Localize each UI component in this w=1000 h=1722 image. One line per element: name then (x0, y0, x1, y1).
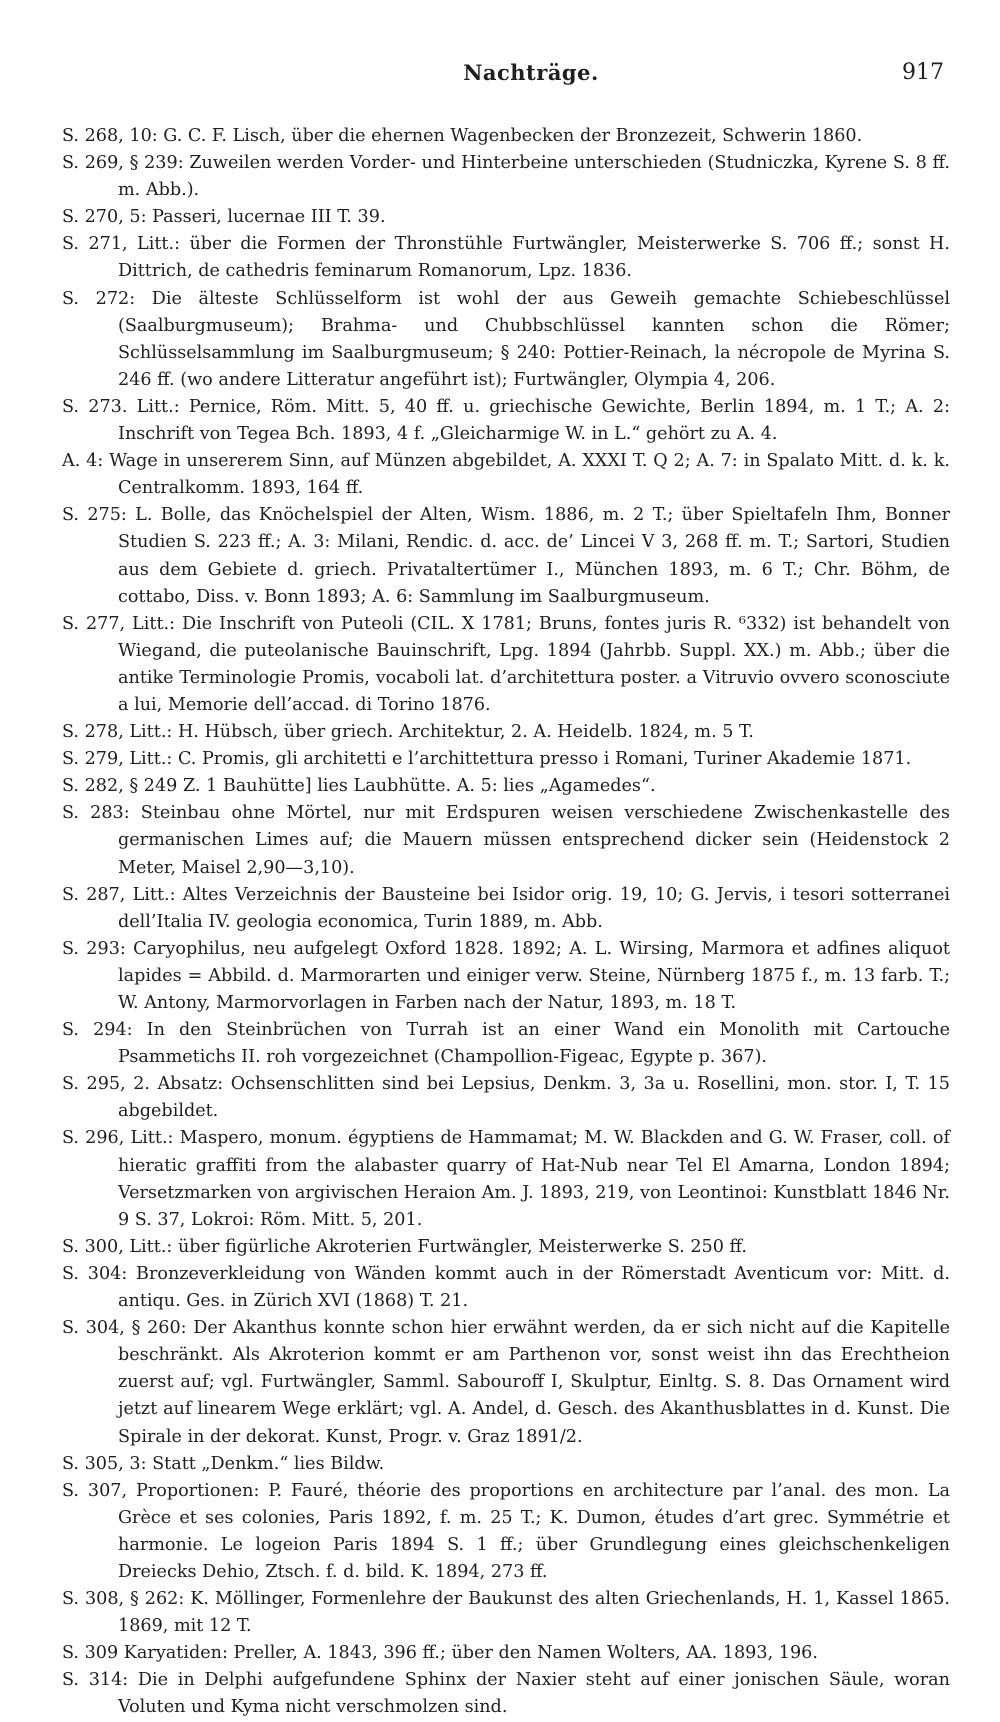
addenda-entry: S. 295, 2. Absatz: Ochsenschlitten sind bei Lepsius, Denkm. 3, 3a u. Rosellini, mon. stor. I, T. 15 abgebildet. (62, 1074, 950, 1122)
addenda-entry: S. 273. Litt.: Pernice, Röm. Mitt. 5, 40 ff. u. griechische Gewichte, Berlin 1894, m. 1 T.; A. 2: Inschrift von Tegea Bch. 1893, 4 f. „Gleicharmige W. in L.“ gehört zu A. 4. (62, 396, 950, 445)
addenda-entry: S. 269, § 239: Zuweilen werden Vorder- und Hinterbeine unterschieden (Studniczka, Kyrene S. 8 ff. m. Abb.). (62, 153, 950, 201)
addenda-entry: S. 300, Litt.: über figürliche Akroterien Furtwängler, Meisterwerke S. 250 ff. (62, 1236, 747, 1257)
addenda-entry: S. 305, 3: Statt „Denkm.“ lies Bildw. (62, 1453, 385, 1474)
addenda-entry: S. 309 Karyatiden: Preller, A. 1843, 396 ff.; über den Namen Wolters, AA. 1893, 196. (62, 1643, 818, 1664)
addenda-entry: S. 282, § 249 Z. 1 Bauhütte] lies Laubhütte. A. 5: lies „Agamedes“. (62, 776, 656, 797)
addenda-entry: S. 308, § 262: K. Möllinger, Formenlehre der Baukunst des alten Griechenlands, H. 1, Kassel 1865. 1869, mit 12 T. (62, 1589, 950, 1637)
addenda-entry: S. 307, Proportionen: P. Fauré, théorie des proportions en architecture par l’anal. des mon. La Grèce et ses colonies, Paris 1892, f. m. 25 T.; K. Dumon, études d’art grec. Symmétrie et harmonie. Le logeion Paris 1894 S. 1 ff.; über Grundlegung eines gleichschenkeligen Dreiecks Dehio, Ztsch. f. d. bild. K. 1894, 273 ff. (62, 1480, 950, 1582)
addenda-entry: S. 283: Steinbau ohne Mörtel, nur mit Erdspuren weisen verschiedene Zwischenkastelle des germanischen Limes auf; die Mauern müssen entsprechend dicker sein (Heidenstock 2 Meter, Maisel 2,90—3,10). (62, 803, 950, 878)
addenda-entry: S. 294: In den Steinbrüchen von Turrah ist an einer Wand ein Monolith mit Cartouche Psammetichs II. roh vorgezeichnet (Champollion-Figeac, Egypte p. 367). (62, 1020, 950, 1068)
addenda-entry: S. 287, Litt.: Altes Verzeichnis der Bausteine bei Isidor orig. 19, 10; G. Jervis, i tesori sotterranei dell’Italia IV. geologia economica, Turin 1889, m. Abb. (62, 884, 950, 932)
addenda-entry: S. 296, Litt.: Maspero, monum. égyptiens de Hammamat; M. W. Blackden and G. W. Fraser, coll. of hieratic graffiti from the alabaster quarry of Hat-Nub near Tel El Amarna, London 1894; Versetzmarken von argivischen Heraion Am. J. 1893, 219, von Leontinoi: Kunstblatt 1846 Nr. 9 S. 37, Lokroi: Röm. Mitt. 5, 201. (62, 1128, 950, 1230)
addenda-entry: S. 275: L. Bolle, das Knöchelspiel der Alten, Wism. 1886, m. 2 T.; über Spieltafeln Ihm, Bonner Studien S. 223 ff.; A. 3: Milani, Rendic. d. acc. de’ Lincei V 3, 268 ff. m. T.; Sartori, Studien aus dem Gebiete d. griech. Privataltertümer I., München 1893, m. 6 T.; Chr. Böhm, de cottabo, Diss. v. Bonn 1893; A. 6: Sammlung im Saalburgmuseum. (62, 505, 950, 607)
addenda-entry: S. 314: Die in Delphi aufgefundene Sphinx der Naxier steht auf einer jonischen Säule, woran Voluten und Kyma nicht verschmolzen sind. (62, 1670, 950, 1718)
addenda-entry: A. 4: Wage in unsererem Sinn, auf Münzen abgebildet, A. XXXI T. Q 2; A. 7: in Spalato Mitt. d. k. k. Centralkomm. 1893, 164 ff. (62, 451, 950, 499)
addenda-entry: S. 293: Caryophilus, neu aufgelegt Oxford 1828. 1892; A. L. Wirsing, Marmora et adfines aliquot lapides = Abbild. d. Marmorarten und einiger verw. Steine, Nürnberg 1875 f., m. 13 farb. T.; W. Antony, Marmorvorlagen in Farben nach der Natur, 1893, m. 18 T. (62, 938, 950, 1013)
addenda-entry: S. 304: Bronzeverkleidung von Wänden kommt auch in der Römerstadt Aventicum vor: Mitt. d. antiqu. Ges. in Zürich XVI (1868) T. 21. (62, 1263, 950, 1312)
addenda-entry: S. 278, Litt.: H. Hübsch, über griech. Architektur, 2. A. Heidelb. 1824, m. 5 T. (62, 722, 754, 743)
page-number: 917 (902, 60, 944, 85)
addenda-entry: S. 270, 5: Passeri, lucernae III T. 39. (62, 207, 386, 228)
addenda-entry: S. 271, Litt.: über die Formen der Thronstühle Furtwängler, Meisterwerke S. 706 ff.; sonst H. Dittrich, de cathedris feminarum Romanorum, Lpz. 1836. (62, 234, 950, 282)
page-title: Nachträge. (463, 60, 599, 85)
addenda-list (62, 123, 950, 1722)
addenda-entry: S. 277, Litt.: Die Inschrift von Puteoli (CIL. X 1781; Bruns, fontes juris R. ⁶332) ist behandelt von Wiegand, die puteolanische Bauinschrift, Lpg. 1894 (Jahrbb. Suppl. XX.) m. Abb.; über die antike Terminologie Promis, vocaboli lat. d’architettura poster. a Vitruvio ovvero sconosciute a lui, Memorie dell’accad. di Torino 1876. (62, 613, 950, 715)
addenda-entry: S. 268, 10: G. C. F. Lisch, über die ehernen Wagenbecken der Bronzezeit, Schwerin 1860. (62, 126, 863, 146)
running-header (118, 60, 944, 96)
addenda-entry: S. 304, § 260: Der Akanthus konnte schon hier erwähnt werden, da er sich nicht auf die Kapitelle beschränkt. Als Akroterion kommt er am Parthenon vor, sonst weist ihn das Erechtheion zuerst auf; vgl. Furtwängler, Samml. Sabouroff I, Skulptur, Einltg. S. 8. Das Ornament wird jetzt auf linearem Wege erklärt; vgl. A. Andel, d. Gesch. des Akanthusblattes in d. Kunst. Die Spirale in der dekorat. Kunst, Progr. v. Graz 1891/2. (62, 1318, 950, 1447)
addenda-entry: S. 279, Litt.: C. Promis, gli architetti e l’archittettura presso i Romani, Turiner Akademie 1871. (62, 749, 912, 770)
addenda-entry: S. 272: Die älteste Schlüsselform ist wohl der aus Geweih gemachte Schiebeschlüssel (Saalburgmuseum); Brahma- und Chubbschlüssel kannten schon die Römer; Schlüsselsammlung im Saalburgmuseum; § 240: Pottier-Reinach, la nécropole de Myrina S. 246 ff. (wo andere Litteratur angeführt ist); Furtwängler, Olympia 4, 206. (62, 288, 950, 390)
